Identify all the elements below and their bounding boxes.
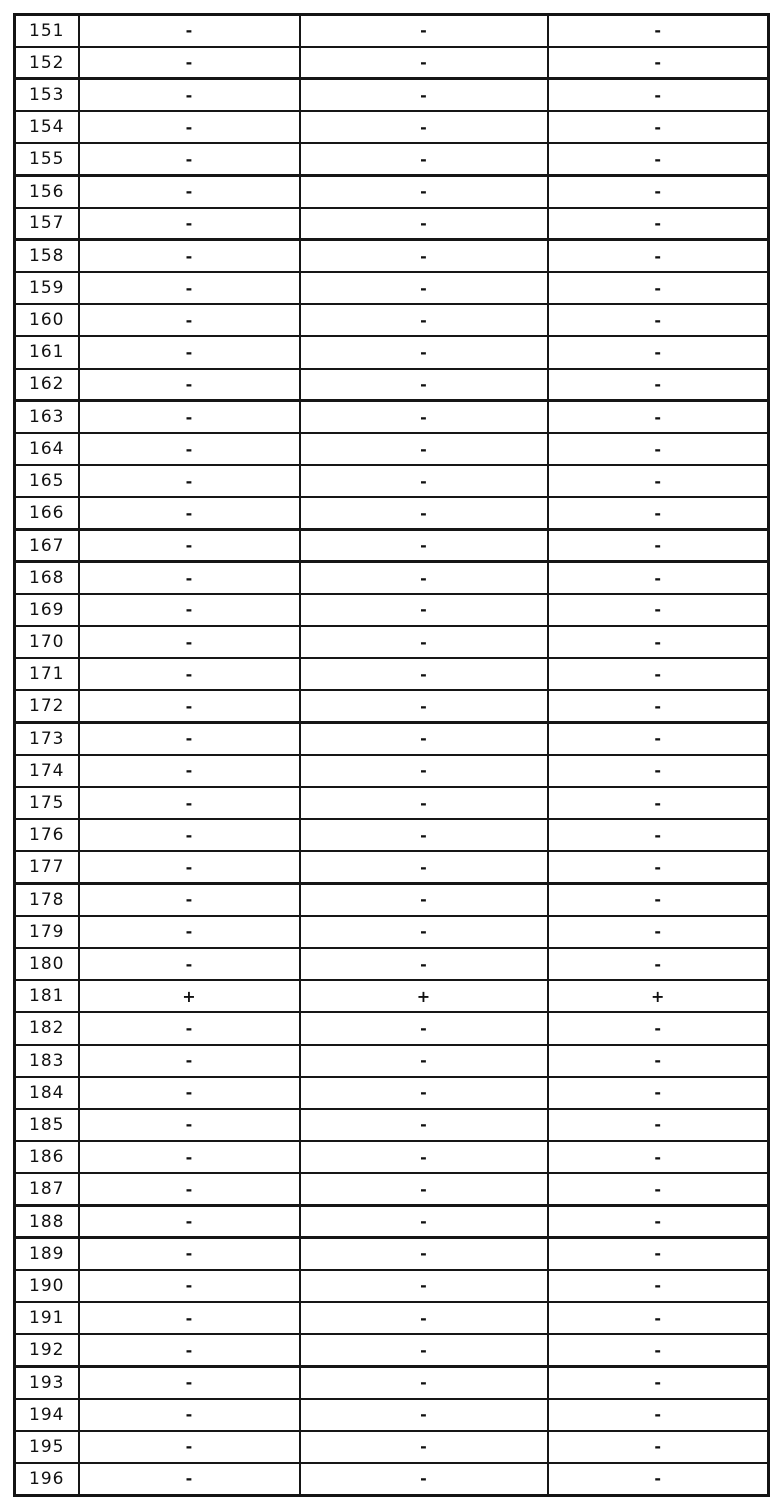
value-cell: - <box>548 562 769 594</box>
value-cell: - <box>300 819 548 851</box>
value-cell: - <box>300 1366 548 1398</box>
table-row <box>15 851 769 883</box>
row-number-cell: 172 <box>15 690 79 722</box>
value-cell: - <box>548 851 769 883</box>
value-cell: - <box>79 562 300 594</box>
row-number-cell: 173 <box>15 723 79 755</box>
table-row <box>15 819 769 851</box>
table-row <box>15 690 769 722</box>
row-number-cell: 157 <box>15 208 79 240</box>
value-cell: - <box>548 690 769 722</box>
value-cell: - <box>79 948 300 980</box>
table-row <box>15 530 769 562</box>
table-row <box>15 980 769 1012</box>
value-cell: - <box>79 1366 300 1398</box>
value-cell: - <box>300 143 548 175</box>
value-cell: - <box>548 1431 769 1463</box>
table-row <box>15 1366 769 1398</box>
value-cell: - <box>548 948 769 980</box>
value-cell: - <box>548 626 769 658</box>
value-cell: - <box>79 433 300 465</box>
table-row <box>15 1399 769 1431</box>
value-cell: - <box>548 819 769 851</box>
table-row <box>15 1109 769 1141</box>
row-number-cell: 184 <box>15 1077 79 1109</box>
table-row <box>15 143 769 175</box>
table-row <box>15 1334 769 1366</box>
value-cell: - <box>79 1334 300 1366</box>
value-cell: - <box>300 336 548 368</box>
value-cell: - <box>548 755 769 787</box>
value-cell: - <box>79 401 300 433</box>
value-cell: - <box>300 948 548 980</box>
value-cell: - <box>548 1238 769 1270</box>
value-cell: - <box>548 336 769 368</box>
row-number-cell: 193 <box>15 1366 79 1398</box>
table-row <box>15 1238 769 1270</box>
row-number-cell: 194 <box>15 1399 79 1431</box>
value-cell: - <box>79 658 300 690</box>
value-cell: - <box>79 465 300 497</box>
table-row <box>15 47 769 79</box>
table-row <box>15 175 769 207</box>
table-row <box>15 916 769 948</box>
table-row <box>15 1270 769 1302</box>
value-cell: - <box>548 1334 769 1366</box>
table-row <box>15 1431 769 1463</box>
value-cell: - <box>79 819 300 851</box>
value-cell: - <box>548 401 769 433</box>
value-cell: - <box>79 208 300 240</box>
value-cell: - <box>548 1205 769 1237</box>
table-row <box>15 884 769 916</box>
table-row <box>15 433 769 465</box>
row-number-cell: 164 <box>15 433 79 465</box>
row-number-cell: 180 <box>15 948 79 980</box>
value-cell: - <box>79 1077 300 1109</box>
row-number-cell: 174 <box>15 755 79 787</box>
value-cell: - <box>300 1109 548 1141</box>
table-row <box>15 1141 769 1173</box>
row-number-cell: 191 <box>15 1302 79 1334</box>
row-number-cell: 196 <box>15 1463 79 1495</box>
value-cell: - <box>548 272 769 304</box>
value-cell: - <box>300 1077 548 1109</box>
value-cell: - <box>79 626 300 658</box>
value-cell: - <box>79 336 300 368</box>
value-cell: - <box>79 690 300 722</box>
value-cell: - <box>548 1109 769 1141</box>
row-number-cell: 182 <box>15 1012 79 1044</box>
row-number-cell: 187 <box>15 1173 79 1205</box>
row-number-cell: 175 <box>15 787 79 819</box>
table-row <box>15 497 769 529</box>
value-cell: - <box>300 240 548 272</box>
value-cell: - <box>300 787 548 819</box>
row-number-cell: 188 <box>15 1205 79 1237</box>
value-cell: - <box>548 369 769 401</box>
row-number-cell: 163 <box>15 401 79 433</box>
value-cell: - <box>548 787 769 819</box>
value-cell: + <box>79 980 300 1012</box>
table-row <box>15 594 769 626</box>
value-cell: - <box>548 1366 769 1398</box>
value-cell: - <box>300 1238 548 1270</box>
value-cell: - <box>300 1045 548 1077</box>
value-cell: - <box>300 1270 548 1302</box>
row-number-cell: 171 <box>15 658 79 690</box>
row-number-cell: 154 <box>15 111 79 143</box>
value-cell: - <box>300 1399 548 1431</box>
value-cell: - <box>548 1302 769 1334</box>
value-cell: - <box>548 1463 769 1495</box>
value-cell: - <box>300 15 548 47</box>
value-cell: - <box>300 272 548 304</box>
value-cell: - <box>79 1431 300 1463</box>
value-cell: - <box>300 690 548 722</box>
row-number-cell: 169 <box>15 594 79 626</box>
value-cell: - <box>79 1270 300 1302</box>
value-cell: - <box>548 143 769 175</box>
value-cell: - <box>548 1270 769 1302</box>
value-cell: - <box>300 626 548 658</box>
value-cell: - <box>548 594 769 626</box>
value-cell: + <box>300 980 548 1012</box>
table-row <box>15 948 769 980</box>
value-cell: - <box>79 79 300 111</box>
value-cell: - <box>79 1045 300 1077</box>
value-cell: - <box>548 1045 769 1077</box>
value-cell: - <box>300 1431 548 1463</box>
value-cell: - <box>79 111 300 143</box>
value-cell: - <box>300 851 548 883</box>
row-number-cell: 186 <box>15 1141 79 1173</box>
value-cell: - <box>300 1334 548 1366</box>
row-number-cell: 183 <box>15 1045 79 1077</box>
value-cell: - <box>548 208 769 240</box>
value-cell: - <box>300 1141 548 1173</box>
value-cell: - <box>300 111 548 143</box>
table-row <box>15 336 769 368</box>
row-number-cell: 155 <box>15 143 79 175</box>
table-row <box>15 1302 769 1334</box>
value-cell: - <box>300 497 548 529</box>
value-cell: - <box>79 884 300 916</box>
value-cell: - <box>79 1012 300 1044</box>
value-cell: - <box>548 530 769 562</box>
value-cell: - <box>300 1302 548 1334</box>
row-number-cell: 168 <box>15 562 79 594</box>
value-cell: - <box>548 1399 769 1431</box>
row-number-cell: 151 <box>15 15 79 47</box>
value-cell: - <box>548 175 769 207</box>
table-row <box>15 626 769 658</box>
table-row <box>15 465 769 497</box>
row-number-cell: 181 <box>15 980 79 1012</box>
value-cell: - <box>300 208 548 240</box>
row-number-cell: 162 <box>15 369 79 401</box>
value-cell: - <box>548 1141 769 1173</box>
table-row <box>15 1077 769 1109</box>
value-cell: - <box>548 723 769 755</box>
results-table <box>13 13 770 1497</box>
value-cell: - <box>79 1205 300 1237</box>
value-cell: - <box>79 240 300 272</box>
value-cell: - <box>79 272 300 304</box>
value-cell: - <box>79 755 300 787</box>
value-cell: - <box>548 1077 769 1109</box>
value-cell: - <box>548 1173 769 1205</box>
value-cell: - <box>548 15 769 47</box>
value-cell: - <box>548 47 769 79</box>
value-cell: - <box>79 530 300 562</box>
value-cell: - <box>79 851 300 883</box>
value-cell: - <box>300 47 548 79</box>
table-row <box>15 1012 769 1044</box>
value-cell: - <box>300 1205 548 1237</box>
table-row <box>15 1045 769 1077</box>
value-cell: - <box>548 497 769 529</box>
value-cell: - <box>79 1173 300 1205</box>
value-cell: - <box>79 47 300 79</box>
value-cell: - <box>548 79 769 111</box>
row-number-cell: 176 <box>15 819 79 851</box>
table-row <box>15 401 769 433</box>
value-cell: - <box>79 1109 300 1141</box>
value-cell: - <box>300 79 548 111</box>
value-cell: - <box>300 465 548 497</box>
table-row <box>15 79 769 111</box>
table-row <box>15 111 769 143</box>
row-number-cell: 167 <box>15 530 79 562</box>
value-cell: - <box>300 562 548 594</box>
row-number-cell: 158 <box>15 240 79 272</box>
value-cell: - <box>79 916 300 948</box>
row-number-cell: 159 <box>15 272 79 304</box>
value-cell: - <box>300 755 548 787</box>
value-cell: - <box>548 658 769 690</box>
value-cell: - <box>300 401 548 433</box>
value-cell: - <box>300 369 548 401</box>
table-row <box>15 15 769 47</box>
value-cell: - <box>300 916 548 948</box>
value-cell: - <box>79 1238 300 1270</box>
value-cell: - <box>79 594 300 626</box>
value-cell: - <box>548 433 769 465</box>
table-row <box>15 658 769 690</box>
value-cell: - <box>300 304 548 336</box>
value-cell: - <box>548 304 769 336</box>
value-cell: - <box>300 594 548 626</box>
row-number-cell: 160 <box>15 304 79 336</box>
value-cell: - <box>79 143 300 175</box>
table-row <box>15 1463 769 1495</box>
value-cell: - <box>79 1302 300 1334</box>
value-cell: - <box>300 1463 548 1495</box>
row-number-cell: 161 <box>15 336 79 368</box>
value-cell: - <box>79 15 300 47</box>
table-row <box>15 723 769 755</box>
value-cell: - <box>79 1141 300 1173</box>
value-cell: - <box>79 497 300 529</box>
value-cell: - <box>79 1463 300 1495</box>
value-cell: - <box>300 530 548 562</box>
value-cell: - <box>548 1012 769 1044</box>
row-number-cell: 185 <box>15 1109 79 1141</box>
row-number-cell: 178 <box>15 884 79 916</box>
value-cell: - <box>300 1012 548 1044</box>
value-cell: - <box>548 465 769 497</box>
value-cell: - <box>79 723 300 755</box>
value-cell: - <box>79 304 300 336</box>
row-number-cell: 177 <box>15 851 79 883</box>
table-row <box>15 755 769 787</box>
row-number-cell: 192 <box>15 1334 79 1366</box>
row-number-cell: 166 <box>15 497 79 529</box>
value-cell: - <box>548 111 769 143</box>
table-row <box>15 562 769 594</box>
value-cell: - <box>79 175 300 207</box>
value-cell: - <box>300 433 548 465</box>
value-cell: - <box>300 658 548 690</box>
value-cell: - <box>300 723 548 755</box>
row-number-cell: 170 <box>15 626 79 658</box>
row-number-cell: 179 <box>15 916 79 948</box>
value-cell: - <box>548 916 769 948</box>
row-number-cell: 152 <box>15 47 79 79</box>
value-cell: + <box>548 980 769 1012</box>
table-row <box>15 240 769 272</box>
row-number-cell: 190 <box>15 1270 79 1302</box>
table-row <box>15 1205 769 1237</box>
table-row <box>15 208 769 240</box>
row-number-cell: 153 <box>15 79 79 111</box>
value-cell: - <box>548 884 769 916</box>
value-cell: - <box>300 175 548 207</box>
value-cell: - <box>79 787 300 819</box>
table-row <box>15 369 769 401</box>
table-row <box>15 304 769 336</box>
row-number-cell: 165 <box>15 465 79 497</box>
row-number-cell: 189 <box>15 1238 79 1270</box>
table-row <box>15 787 769 819</box>
value-cell: - <box>300 884 548 916</box>
row-number-cell: 156 <box>15 175 79 207</box>
value-cell: - <box>300 1173 548 1205</box>
value-cell: - <box>79 369 300 401</box>
table-row <box>15 1173 769 1205</box>
value-cell: - <box>79 1399 300 1431</box>
row-number-cell: 195 <box>15 1431 79 1463</box>
value-cell: - <box>548 240 769 272</box>
table-row <box>15 272 769 304</box>
